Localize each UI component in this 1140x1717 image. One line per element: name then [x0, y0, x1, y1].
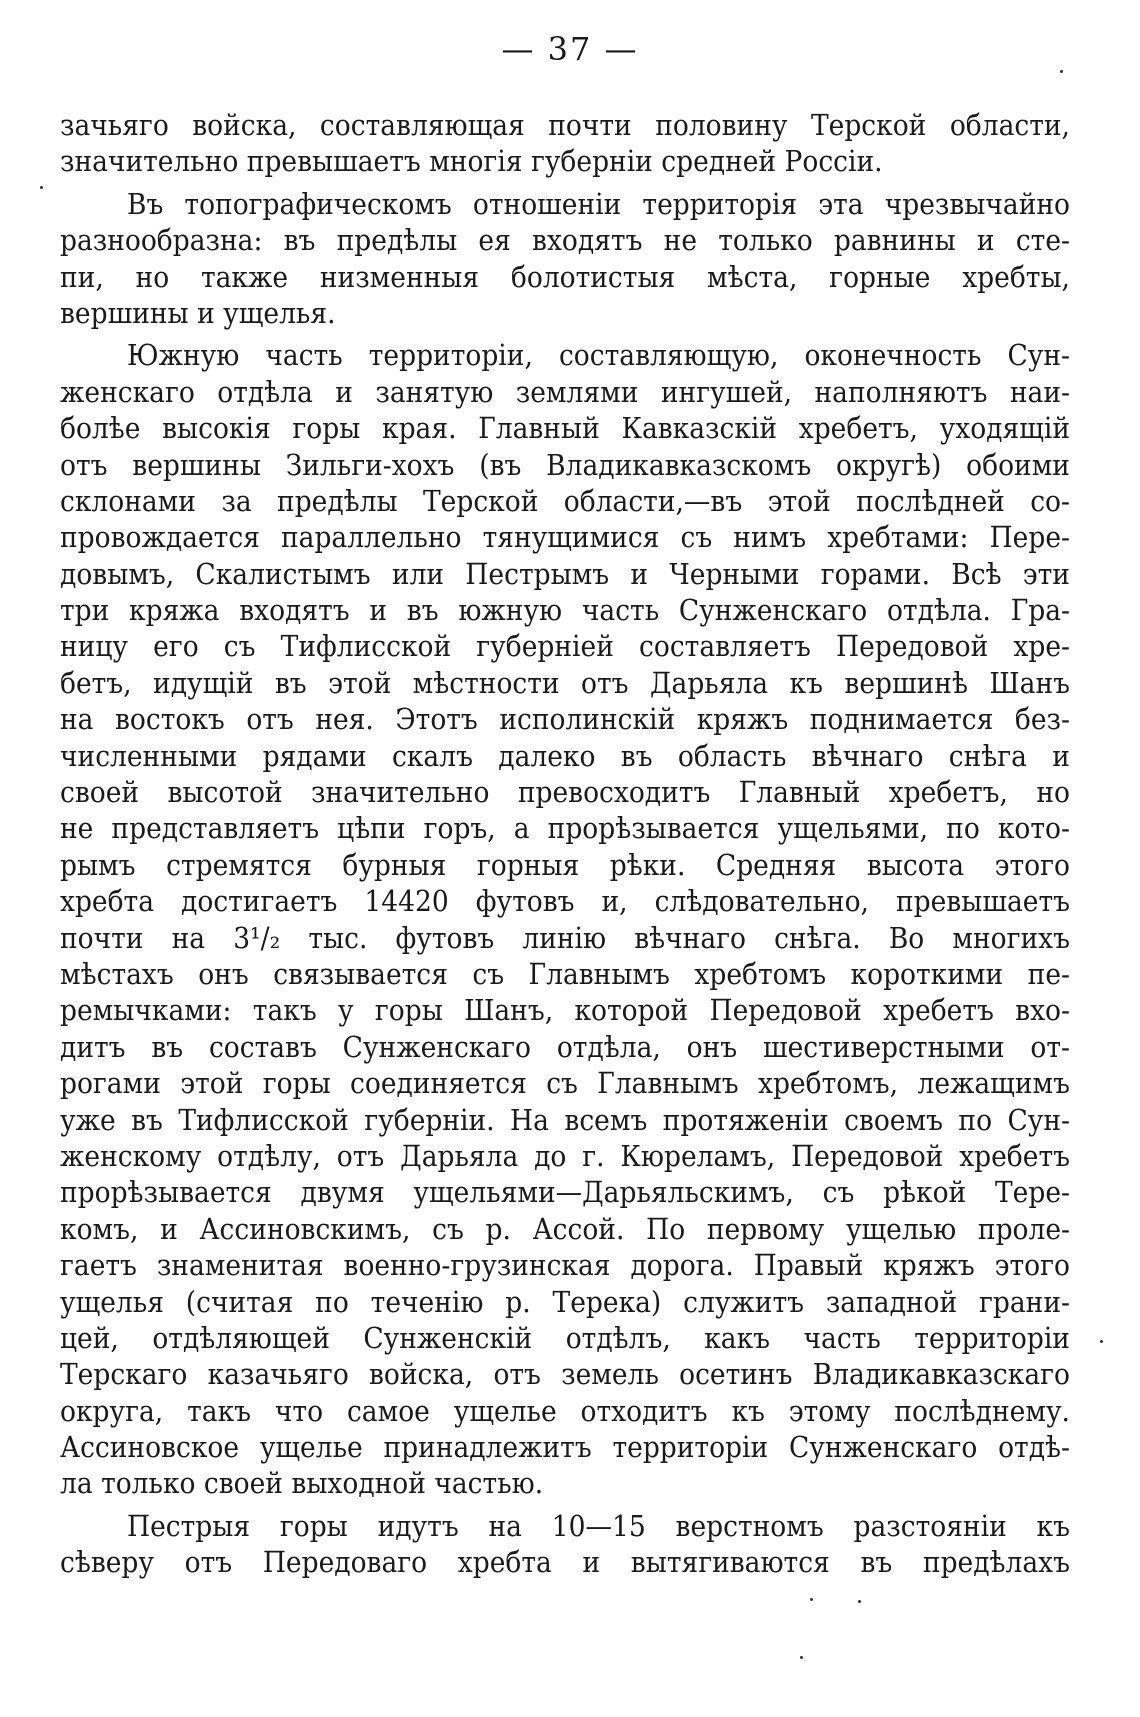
text-line: Ассиновское ущелье принадлежитъ территоріи Сунженскаго отдѣ- [60, 1431, 1070, 1465]
text-line: округа, такъ что самое ущелье отходитъ къ этому послѣднему. [60, 1394, 1070, 1428]
paragraph [60, 187, 1070, 333]
text-line: цей, отдѣляющей Сунженскій отдѣлъ, какъ часть территоріи [60, 1321, 1070, 1355]
text-line: ущелья (считая по теченію р. Терека) служитъ западной грани- [60, 1285, 1070, 1319]
text-line: Южную часть территоріи, составляющую, оконечность Сун- [126, 339, 1070, 373]
text-line: мѣстахъ онъ связывается съ Главнымъ хребтомъ короткими пе- [60, 957, 1070, 991]
text-line: три кряжа входятъ и въ южную часть Сунженскаго отдѣла. Гра- [60, 594, 1070, 628]
text-line: уже въ Тифлисской губерніи. На всемъ протяженіи своемъ по Сун- [60, 1103, 1070, 1137]
text-line: Пестрыя горы идутъ на 10—15 верстномъ разстояніи къ [126, 1509, 1070, 1543]
paragraph [60, 108, 1070, 181]
text-line: провождается параллельно тянущимися съ нимъ хребтами: Пере- [60, 521, 1070, 555]
text-line: женскому отдѣлу, отъ Дарьяла до г. Кюреламъ, Передовой хребетъ [60, 1139, 1070, 1173]
text-line: склонами за предѣлы Терской области,—въ этой послѣдней со- [60, 484, 1070, 518]
paragraph [60, 1509, 1070, 1582]
text-line: разнообразна: въ предѣлы ея входятъ не только равнины и сте- [60, 224, 1070, 258]
text-line: бетъ, идущій въ этой мѣстности отъ Дарьяла къ вершинѣ Шанъ [60, 666, 1070, 700]
print-speck [1060, 70, 1063, 73]
page-number: — 37 — [501, 30, 639, 68]
text-line: на востокъ отъ нея. Этотъ исполинскій кряжъ поднимается без- [60, 703, 1070, 737]
print-speck [40, 186, 43, 189]
text-line: рогами этой горы соединяется съ Главнымъ хребтомъ, лежащимъ [60, 1067, 1070, 1101]
text-line: сѣверу отъ Передоваго хребта и вытягиваются въ предѣлахъ [60, 1546, 1070, 1580]
print-speck [810, 1598, 813, 1601]
text-line: значительно превышаетъ многія губерніи средней Россіи. [60, 145, 883, 179]
text-line: почти на 3¹/₂ тыс. футовъ линію вѣчнаго снѣга. Во многихъ [60, 921, 1070, 955]
text-line: довымъ, Скалистымъ или Пестрымъ и Черными горами. Всѣ эти [60, 557, 1070, 591]
print-speck [1100, 1340, 1103, 1343]
text-line: отъ вершины Зильги-хохъ (въ Владикавказскомъ округѣ) обоими [60, 448, 1070, 482]
text-line: ла только своей выходной частью. [60, 1467, 544, 1501]
text-line: рымъ стремятся бурныя горныя рѣки. Средняя высота этого [60, 848, 1070, 882]
body-text [60, 108, 1070, 1582]
paragraph [60, 338, 1070, 1503]
print-speck [858, 1600, 861, 1603]
text-line: ремычками: такъ у горы Шанъ, которой Передовой хребетъ вхо- [60, 994, 1070, 1028]
text-line: гаетъ знаменитая военно-грузинская дорога. Правый кряжъ этого [60, 1249, 1070, 1283]
text-line: вершины и ущелья. [60, 296, 336, 330]
text-line: женскаго отдѣла и занятую землями ингушей, наполняютъ наи- [60, 375, 1070, 409]
text-line: пи, но также низменныя болотистыя мѣста, горные хребты, [60, 260, 1070, 294]
text-line: прорѣзывается двумя ущельями—Дарьяльскимъ, съ рѣкой Тере- [60, 1176, 1070, 1210]
text-line: не представляетъ цѣпи горъ, а прорѣзывается ущельями, по кото- [60, 812, 1070, 846]
print-speck [800, 1656, 803, 1659]
text-line: зачьяго войска, составляющая почти половину Терской области, [60, 109, 1070, 142]
text-line: ницу его съ Тифлисской губерніей составляетъ Передовой хре- [60, 630, 1070, 664]
text-line: комъ, и Ассиновскимъ, съ р. Ассой. По первому ущелью проле- [60, 1212, 1070, 1246]
text-line: хребта достигаетъ 14420 футовъ и, слѣдовательно, превышаетъ [60, 885, 1070, 919]
text-line: болѣе высокія горы края. Главный Кавказскій хребетъ, уходящій [60, 412, 1070, 446]
text-line: дитъ въ составъ Сунженскаго отдѣла, онъ шестиверстными от- [60, 1030, 1070, 1064]
text-line: численными рядами скалъ далеко въ область вѣчнаго снѣга и [60, 739, 1070, 773]
text-line: своей высотой значительно превосходитъ Главный хребетъ, но [60, 776, 1070, 810]
text-line: Въ топографическомъ отношеніи территорія эта чрезвычайно [126, 187, 1070, 221]
text-line: Терскаго казачьяго войска, отъ земель осетинъ Владикавказскаго [60, 1358, 1070, 1392]
